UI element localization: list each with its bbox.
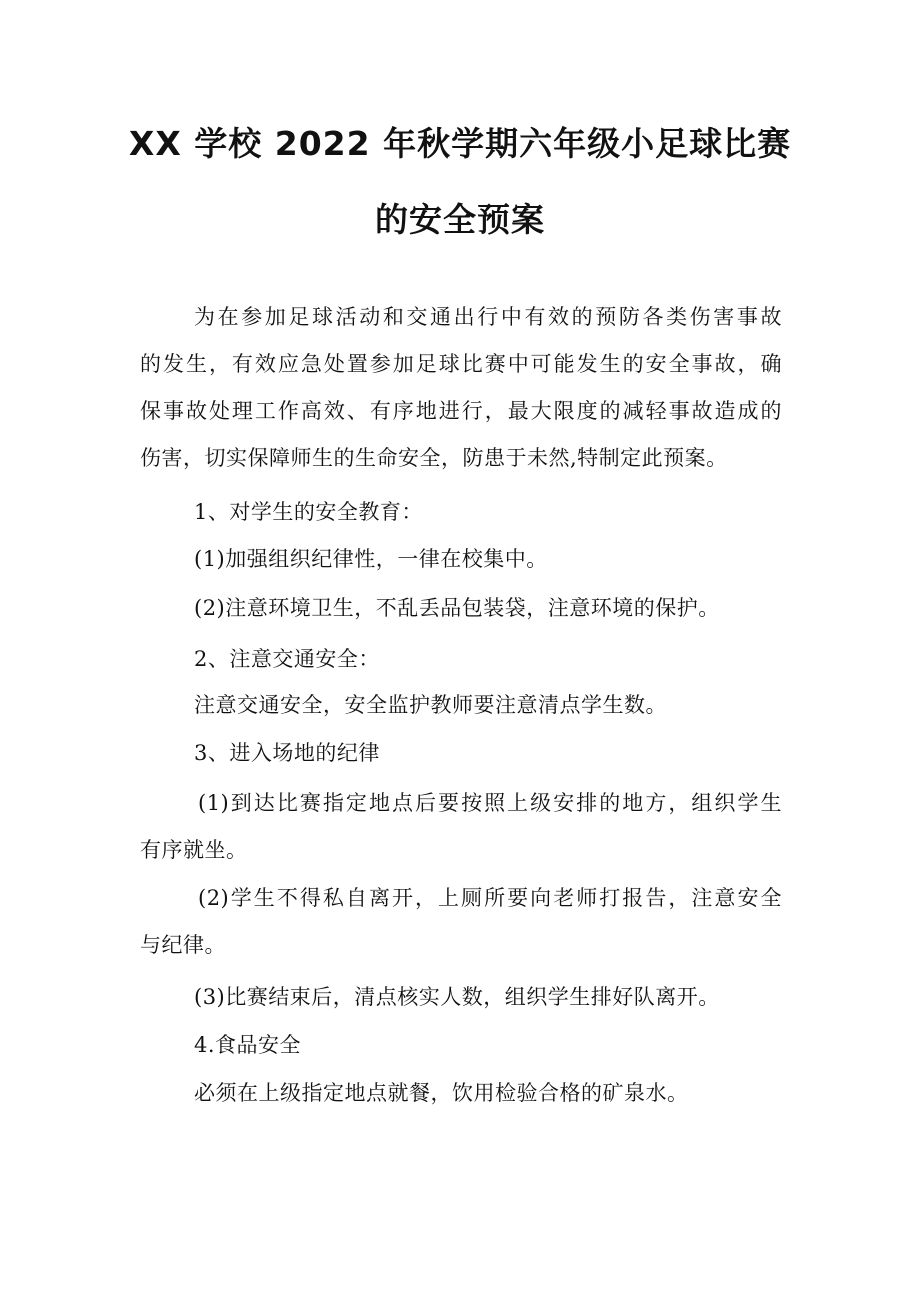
section-2-text: 注意交通安全，安全监护教师要注意清点学生数。 <box>194 693 667 717</box>
section-3-item-2-line-1: (2)学生不得私自离开，上厕所要向老师打报告，注意安全 <box>198 886 782 910</box>
section-3-item-1-line-2: 有序就坐。 <box>140 838 248 862</box>
section-1-item-1: (1)加强组织纪律性，一律在校集中。 <box>194 547 548 571</box>
section-3-heading: 3、进入场地的纪律 <box>194 741 380 765</box>
section-2-heading: 2、注意交通安全： <box>194 647 380 671</box>
section-4-heading: 4.食品安全 <box>194 1033 302 1057</box>
intro-line-4: 伤害，切实保障师生的生命安全，防患于未然,特制定此预案。 <box>140 446 728 470</box>
section-1-item-2: (2)注意环境卫生，不乱丢品包装袋，注意环境的保护。 <box>194 596 720 620</box>
intro-line-2: 的发生，有效应急处置参加足球比赛中可能发生的安全事故，确 <box>140 352 782 376</box>
section-3-item-2-line-2: 与纪律。 <box>140 933 226 957</box>
document-title-line-1: XX 学校 2022 年秋学期六年级小足球比赛 <box>128 124 792 163</box>
intro-line-1: 为在参加足球活动和交通出行中有效的预防各类伤害事故 <box>194 305 782 329</box>
document-title-line-2: 的安全预案 <box>375 200 545 239</box>
section-3-item-3: (3)比赛结束后，清点核实人数，组织学生排好队离开。 <box>194 985 720 1009</box>
section-1-heading: 1、对学生的安全教育： <box>194 500 423 524</box>
section-3-item-1-line-1: (1)到达比赛指定地点后要按照上级安排的地方，组织学生 <box>198 791 782 815</box>
intro-line-3: 保事故处理工作高效、有序地进行，最大限度的减轻事故造成的 <box>140 399 782 423</box>
section-4-text: 必须在上级指定地点就餐，饮用检验合格的矿泉水。 <box>194 1081 689 1105</box>
